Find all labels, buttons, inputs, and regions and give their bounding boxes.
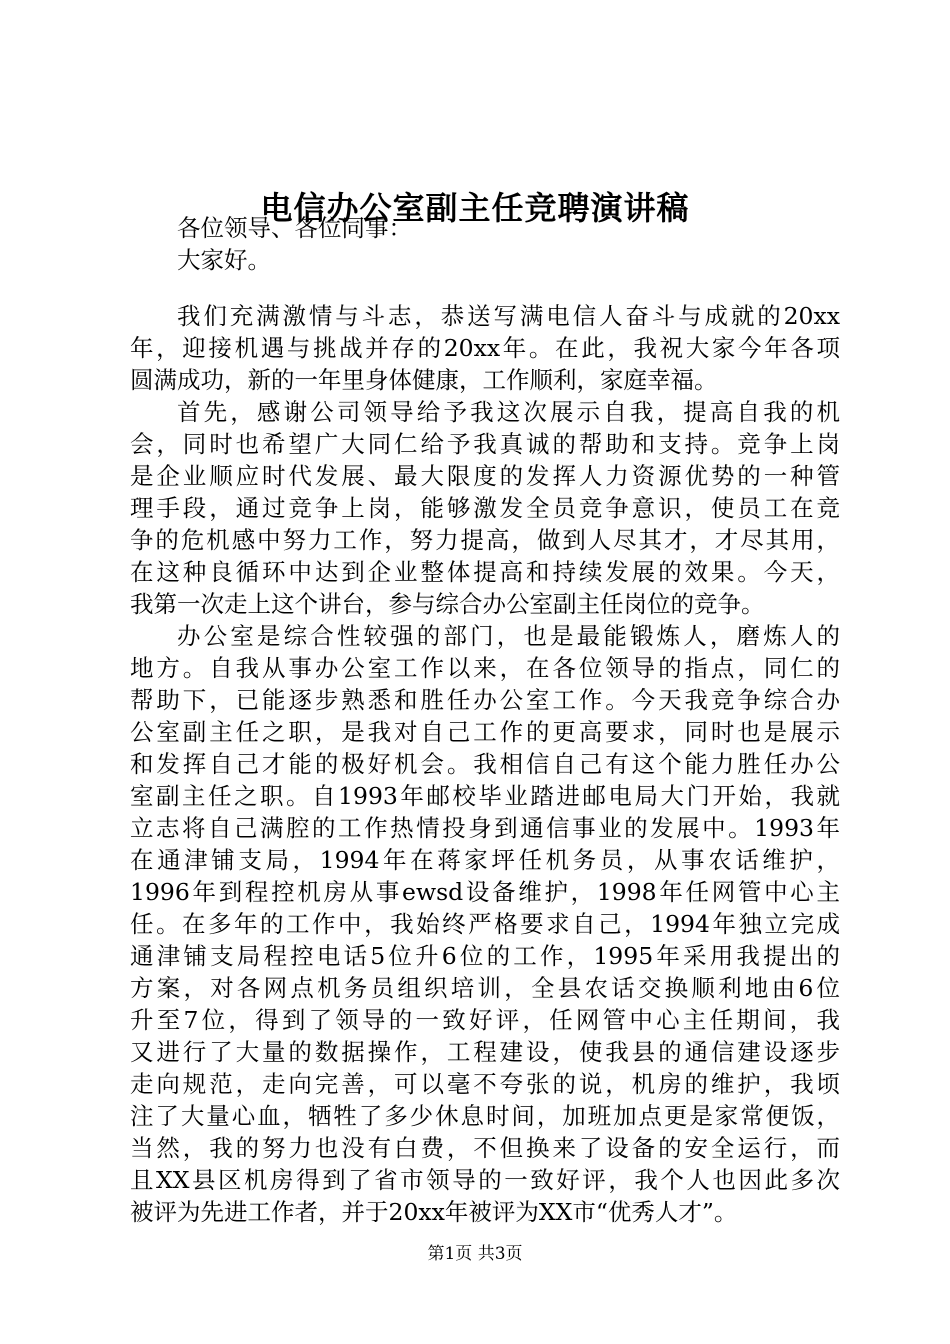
page-number-footer: 第1页 共3页 <box>427 1244 523 1264</box>
page-title: 电信办公室副主任竞聘演讲稿 <box>260 189 690 227</box>
paragraph-line: 办公室是综合性较强的部门，也是最能锻炼人，磨炼人的 <box>177 622 840 650</box>
paragraph-line: 帮助下，已能逐步熟悉和胜任办公室工作。今天我竞争综合办 <box>130 686 840 714</box>
paragraph-line: 在通津铺支局，1994年在蒋家坪任机务员，从事农话维护， <box>130 846 840 874</box>
paragraph-line: 争的危机感中努力工作，努力提高，做到人尽其才，才尽其用， <box>130 526 840 554</box>
paragraph-line: 圆满成功，新的一年里身体健康，工作顺利，家庭幸福。 <box>130 366 718 394</box>
paragraph-line: 立志将自己满腔的工作热情投身到通信事业的发展中。1993年 <box>130 814 840 842</box>
paragraph-line: 1996年到程控机房从事ewsd设备维护，1998年任网管中心主 <box>130 878 840 906</box>
paragraph-line: 和发挥自己才能的极好机会。我相信自己有这个能力胜任办公 <box>130 750 840 778</box>
paragraph-line: 年，迎接机遇与挑战并存的20xx年。在此，我祝大家今年各项 <box>130 334 840 362</box>
paragraph-line: 走向规范，走向完善，可以毫不夸张的说，机房的维护，我顷 <box>130 1070 840 1098</box>
paragraph-line: 任。在多年的工作中，我始终严格要求自己，1994年独立完成 <box>130 910 840 938</box>
paragraph-line: 理手段，通过竞争上岗，能够激发全员竞争意识，使员工在竞 <box>130 494 840 522</box>
paragraph-line: 通津铺支局程控电话5位升6位的工作，1995年采用我提出的 <box>130 942 840 970</box>
paragraph-line: 我们充满激情与斗志，恭送写满电信人奋斗与成就的20xx <box>177 302 840 330</box>
paragraph-line: 注了大量心血，牺牲了多少休息时间，加班加点更是家常便饭， <box>130 1102 840 1130</box>
paragraph-line: 公室副主任之职，是我对自己工作的更高要求，同时也是展示 <box>130 718 840 746</box>
paragraph-line: 地方。自我从事办公室工作以来，在各位领导的指点，同仁的 <box>130 654 840 682</box>
paragraph-line: 且XX县区机房得到了省市领导的一致好评，我个人也因此多次 <box>130 1166 840 1194</box>
paragraph-line: 会，同时也希望广大同仁给予我真诚的帮助和支持。竞争上岗 <box>130 430 840 458</box>
paragraph-line: 是企业顺应时代发展、最大限度的发挥人力资源优势的一种管 <box>130 462 840 490</box>
paragraph-line: 首先，感谢公司领导给予我这次展示自我，提高自我的机 <box>177 398 840 426</box>
paragraph-line: 室副主任之职。自1993年邮校毕业踏进邮电局大门开始，我就 <box>130 782 840 810</box>
paragraph-line: 又进行了大量的数据操作，工程建设，使我县的通信建设逐步 <box>130 1038 840 1066</box>
paragraph-line: 在这种良循环中达到企业整体提高和持续发展的效果。今天， <box>130 558 840 586</box>
paragraph-line: 方案，对各网点机务员组织培训，全县农话交换顺利地由6位 <box>130 974 840 1002</box>
salutation-line: 各位领导、各位同事： <box>177 214 412 242</box>
paragraph-line: 我第一次走上这个讲台，参与综合办公室副主任岗位的竞争。 <box>130 590 765 618</box>
greeting-line: 大家好。 <box>177 246 271 274</box>
paragraph-line: 当然，我的努力也没有白费，不但换来了设备的安全运行，而 <box>130 1134 840 1162</box>
paragraph-line: 升至7位，得到了领导的一致好评，任网管中心主任期间，我 <box>130 1006 840 1034</box>
paragraph-line: 被评为先进工作者，并于20xx年被评为XX市“优秀人才”。 <box>130 1198 738 1226</box>
